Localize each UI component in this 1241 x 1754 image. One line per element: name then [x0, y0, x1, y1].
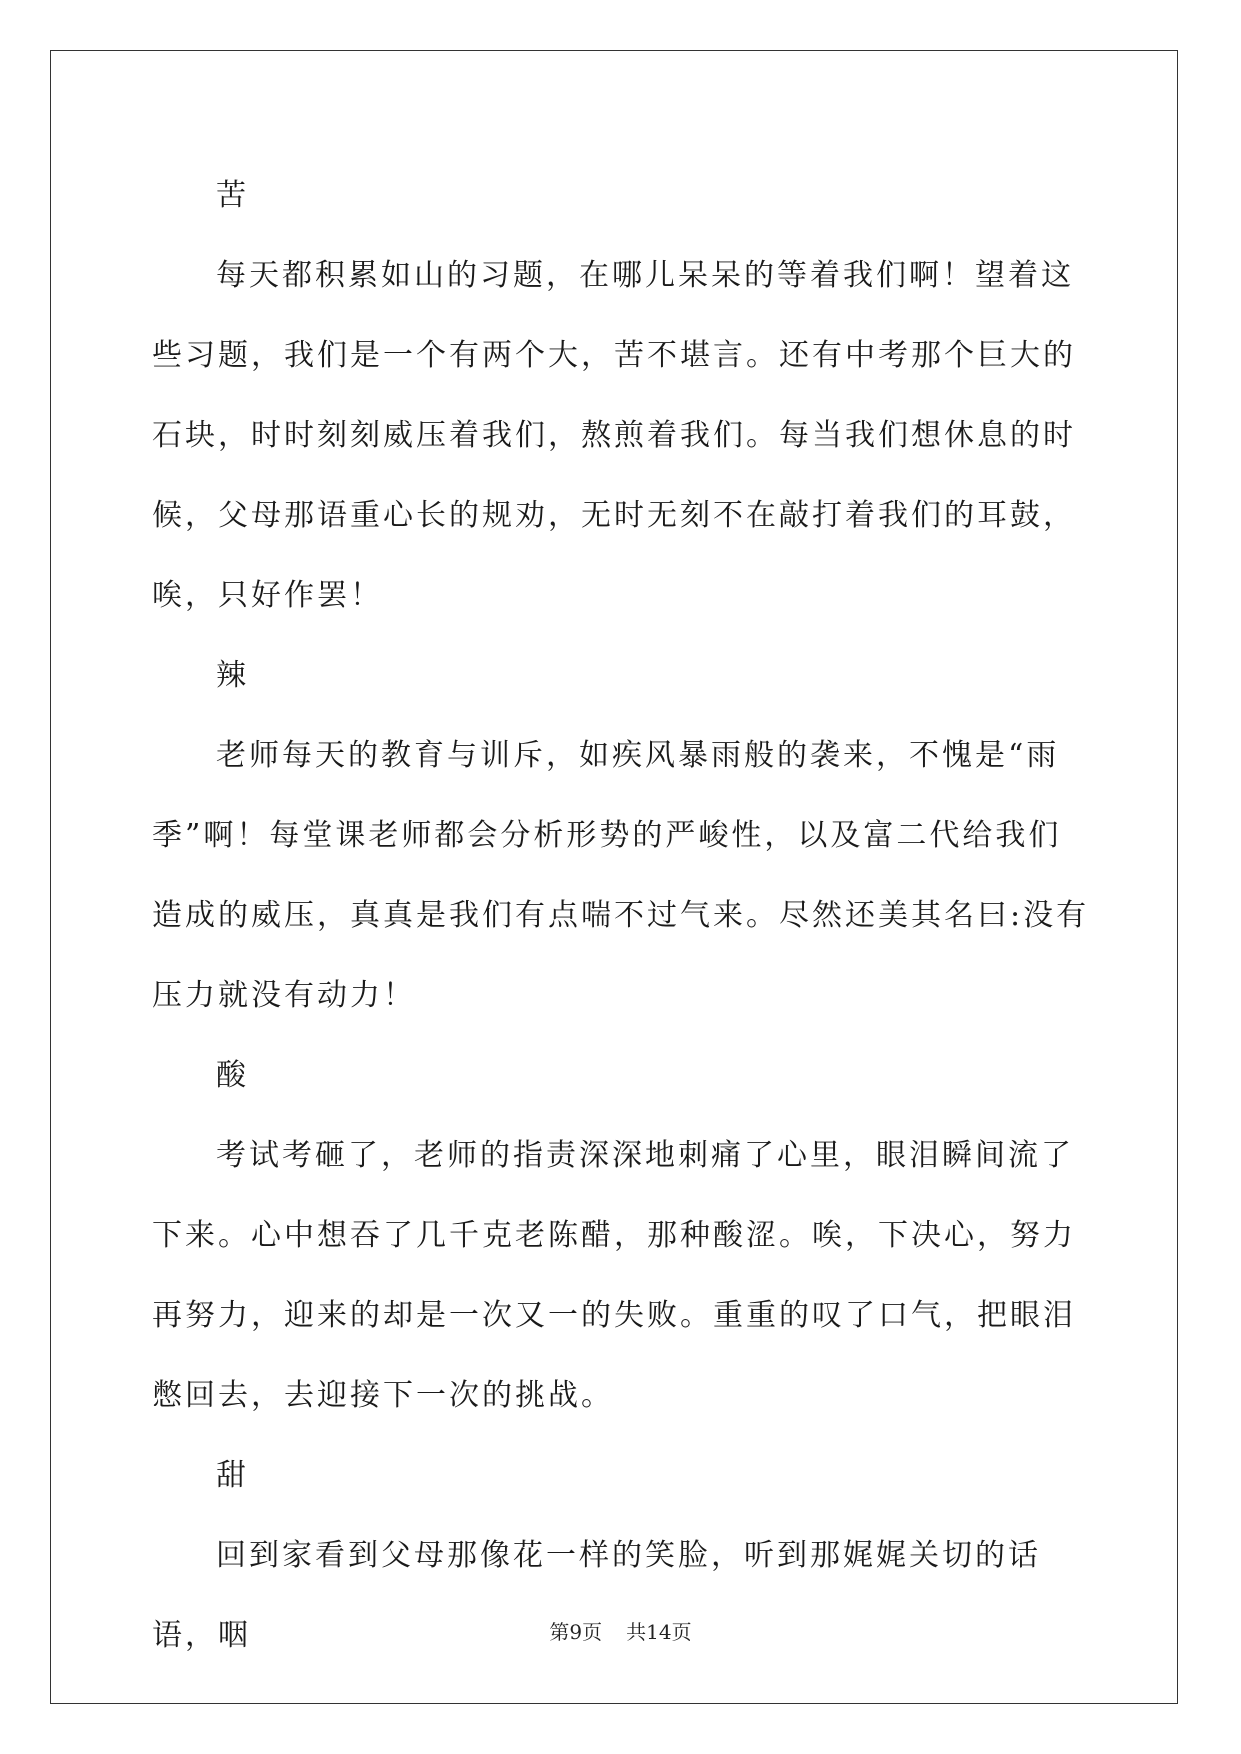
section-heading-suan: 酸	[216, 1058, 246, 1093]
paragraph-ku: 每天都积累如山的习题，在哪儿呆呆的等着我们啊！望着这些习题，我们是一个有两个大，苦不堪言。还有中考那个巨大的石块，时时刻刻威压着我们，熬煎着我们。每当我们想休息的时候，父母那语重心长的规劝，无时无刻不在敲打着我们的耳鼓，唉，只好作罢！	[152, 258, 1076, 613]
section-heading-ku: 苦	[216, 178, 246, 213]
section-heading-tian: 甜	[216, 1458, 246, 1493]
page-footer	[0, 1616, 1241, 1645]
page-total: 共14页	[626, 1620, 692, 1644]
page-number: 第9页	[549, 1620, 603, 1644]
paragraph-suan: 考试考砸了，老师的指责深深地刺痛了心里，眼泪瞬间流了下来。心中想吞了几千克老陈醋，那种酸涩。唉，下决心，努力再努力，迎来的却是一次又一的失败。重重的叹了口气，把眼泪憋回去，去迎接下一次的挑战。	[152, 1138, 1076, 1413]
paragraph-tian: 回到家看到父母那像花一样的笑脸，听到那娓娓关切的话语，咽	[152, 1538, 1041, 1653]
document-body	[152, 156, 1092, 1676]
paragraph-la: 老师每天的教育与训斥，如疾风暴雨般的袭来，不愧是“雨季”啊！每堂课老师都会分析形势的严峻性，以及富二代给我们造成的威压，真真是我们有点喘不过气来。尽然还美其名曰:没有压力就没有动力！	[152, 738, 1090, 1013]
section-heading-la: 辣	[216, 658, 246, 693]
